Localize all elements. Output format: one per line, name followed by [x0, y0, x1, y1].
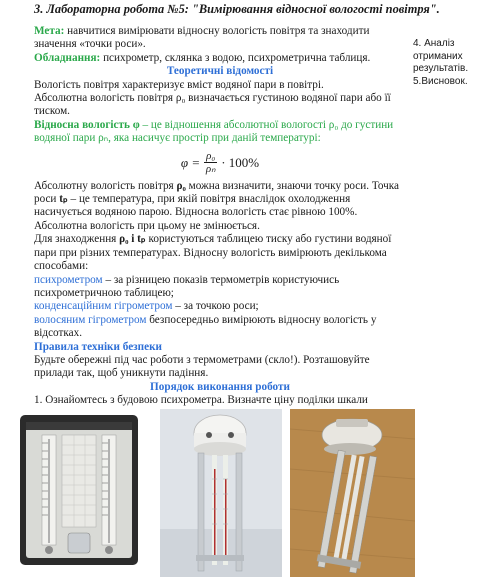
theory-p3-a: Абсолютну вологість повітря — [34, 179, 177, 192]
equipment-text: психрометр, склянка з водою, психрометрична таблиця. — [100, 51, 371, 64]
lab-title: 3. Лабораторна робота №5: "Вимірювання відносної вологості повітря". — [34, 2, 440, 16]
method-hair-term: волосяним гігрометром — [34, 313, 147, 326]
theory-p5-symbol: ρ₀ і tₚ — [119, 233, 146, 246]
procedure-heading: Порядок виконання роботи — [150, 380, 290, 393]
theory-p5-a: Для знаходження — [34, 233, 120, 246]
method-psychrometer-term: психрометром — [34, 273, 103, 286]
side-notes — [413, 38, 495, 88]
side-note-conclusion: 5.Висновок. — [413, 75, 468, 87]
theory-p1: Вологість повітря характеризує вміст водяної пари в повітрі. — [34, 78, 324, 91]
theory-p2-b: визначається густиною водяної пари або її тиском. — [34, 92, 391, 118]
method-condensation-text: – за точкою роси; — [172, 300, 259, 313]
side-note-analysis: 4. Аналіз отриманих результатів. — [413, 38, 469, 74]
theory-p2-symbol: ρ₀ — [175, 92, 186, 105]
goal-text: навчитися вимірювати відносну вологість повітря та знаходити значення «точки роси». — [34, 25, 370, 51]
equipment-paragraph — [34, 52, 406, 65]
photo-strip — [0, 409, 500, 577]
theory-p2 — [34, 92, 406, 119]
formula-denominator: ρₙ — [205, 163, 216, 176]
equipment-label: Обладнання: — [34, 51, 101, 64]
method-psychrometer-text: – за різницею показів термометрів користуючись психрометричною таблицею; — [34, 273, 340, 299]
method-hair-text: безпосередньо вимірюють відносну вологість у відсотках. — [34, 313, 377, 340]
theory-p3-b: можна визначити, знаючи точку роси. Точка роси — [34, 179, 400, 206]
theory-p3-c: – це температура, при якій повітря внаслідок охолодження насичується водяною парою. Відносна вологість стає рівною 100%. — [34, 193, 358, 219]
main-text — [34, 25, 406, 421]
safety-heading: Правила техніки безпеки — [34, 340, 162, 353]
formula-rhs: · 100% — [221, 154, 260, 170]
humidity-formula — [34, 146, 406, 180]
method-condensation — [34, 300, 406, 313]
theory-p3 — [34, 180, 406, 220]
theory-p3-symbol2: tₚ — [59, 193, 68, 206]
procedure-step-1: 1. Ознайомтесь з будовою психрометра. Визначте ціну поділки шкали — [34, 394, 368, 407]
formula-fraction — [204, 150, 217, 175]
relative-humidity-definition — [34, 119, 406, 146]
formula-lhs: φ = — [180, 154, 201, 170]
theory-p5-b: користуються таблицею тиску або густини водяної пари при різних температурах. Відносну вологість вимірюють декількома способами: — [34, 233, 392, 273]
method-psychrometer — [34, 274, 406, 301]
goal-paragraph — [34, 25, 406, 52]
safety-text: Будьте обережні під час роботи з термометрами (скло!). Розташовуйте прилади так, щоб уникнути падіння. — [34, 353, 370, 380]
goal-label: Мета: — [34, 25, 65, 37]
theory-p4: Абсолютна вологість при цьому не змінюється. — [34, 219, 260, 232]
formula-numerator: ρ₀ — [206, 150, 216, 163]
theory-p5 — [34, 233, 406, 273]
relative-humidity-text: – це відношення абсолютної вологості ρ₀ до густини водяної пари ρₙ, яка насичує простір при даній температурі: — [34, 118, 394, 145]
theory-heading: Теоретичні відомості — [166, 65, 274, 78]
relative-humidity-label: Відносна вологість φ — [34, 118, 140, 131]
method-hair — [34, 314, 406, 341]
method-condensation-term: конденсаційним гігрометром — [34, 300, 173, 313]
theory-p3-symbol: ρ₀ — [176, 179, 186, 192]
psychrometer-closeup-photo — [290, 409, 415, 577]
psychrometer-photo — [8, 409, 153, 571]
theory-p2-a: Абсолютна вологість повітря — [34, 92, 176, 105]
aspiration-psychrometer-photo — [160, 409, 282, 577]
